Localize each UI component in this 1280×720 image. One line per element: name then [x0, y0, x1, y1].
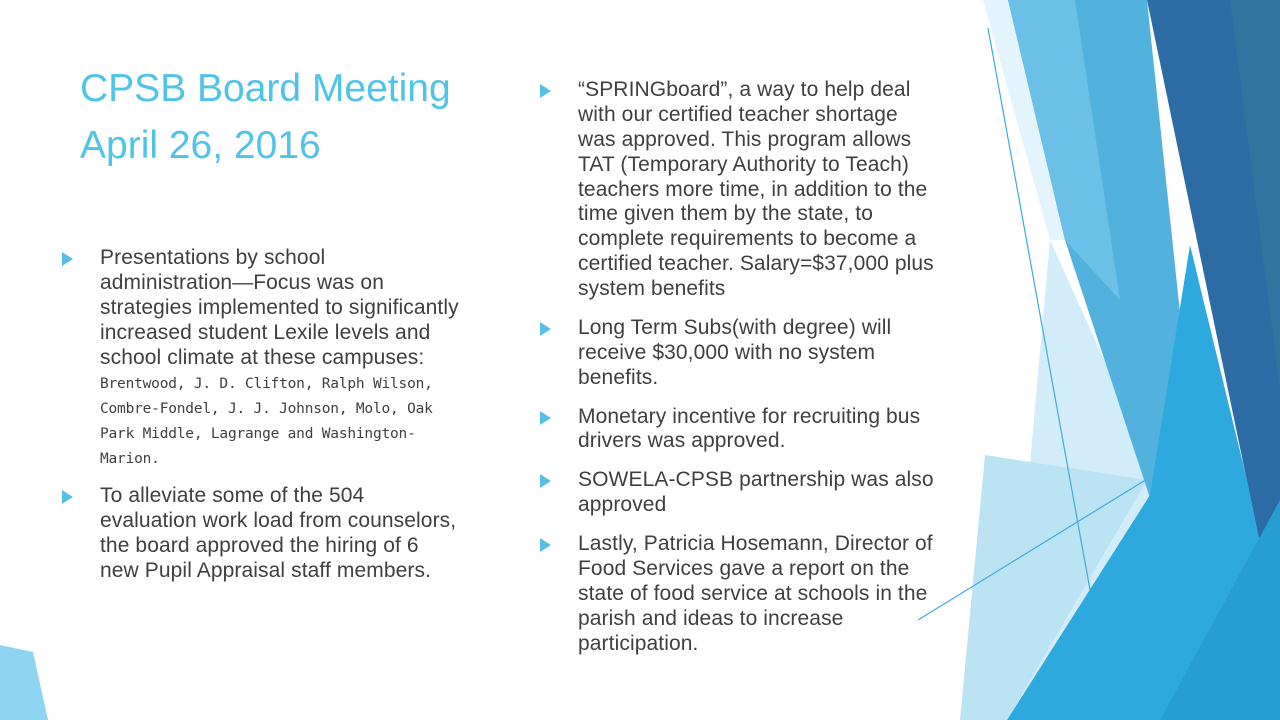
bullet-text-main: “SPRINGboard”, a way to help deal with our certified teacher shortage was approved. This program allows TAT (Temporary Authority to Teach) teachers more time, in addition to the time given them by the state, to complete requirements to become a certified teacher. Salary=$37,000 plus system benefits — [578, 78, 934, 300]
bullet-text — [100, 246, 462, 470]
bullet-text — [578, 405, 934, 455]
bullet-text — [578, 78, 934, 302]
bullet-text-main: Lastly, Patricia Hosemann, Director of Food Services gave a report on the state of food service at schools in the parish and ideas to increase participation. — [578, 532, 933, 655]
bullet-triangle-icon — [540, 84, 551, 98]
bullet-text-main: To alleviate some of the 504 evaluation work load from counselors, the board approved the hiring of 6 new Pupil Appraisal staff members. — [100, 484, 457, 582]
bullet-triangle-icon — [540, 538, 551, 552]
right-text-column — [540, 78, 934, 670]
bullet-triangle-icon — [540, 411, 551, 425]
slide-title — [80, 60, 451, 175]
bullet-item — [540, 532, 934, 656]
bottom-left-accent — [0, 645, 48, 720]
bullet-text-detail: Brentwood, J. D. Clifton, Ralph Wilson, Combre-Fondel, J. J. Johnson, Molo, Oak Park Middle, Lagrange and Washington-Marion. — [100, 376, 433, 468]
bullet-triangle-icon — [62, 252, 73, 266]
bullet-text-main: Monetary incentive for recruiting bus drivers was approved. — [578, 404, 921, 453]
bullet-item — [540, 468, 934, 518]
slide-title-line1: CPSB Board Meeting — [80, 67, 451, 110]
bullet-text — [578, 468, 934, 518]
bullet-item — [540, 405, 934, 455]
bullet-triangle-icon — [62, 490, 73, 504]
bullet-text-main: Presentations by school administration—Focus was on strategies implemented to significantly increased student Lexile levels and school climate at these campuses: — [100, 246, 459, 369]
bullet-text-main: Long Term Subs(with degree) will receive $30,000 with no system benefits. — [578, 315, 892, 389]
left-text-column — [62, 246, 462, 598]
bullet-text — [578, 532, 934, 656]
bullet-item — [62, 484, 462, 584]
bullet-triangle-icon — [540, 322, 551, 336]
bullet-item — [540, 78, 934, 302]
bullet-triangle-icon — [540, 474, 551, 488]
slide-title-line2: April 26, 2016 — [80, 124, 321, 168]
bullet-item — [62, 246, 462, 470]
bullet-item — [540, 316, 934, 391]
bullet-text — [578, 316, 934, 391]
bullet-text-main: SOWELA-CPSB partnership was also approved — [578, 468, 934, 517]
bullet-text — [100, 484, 462, 584]
